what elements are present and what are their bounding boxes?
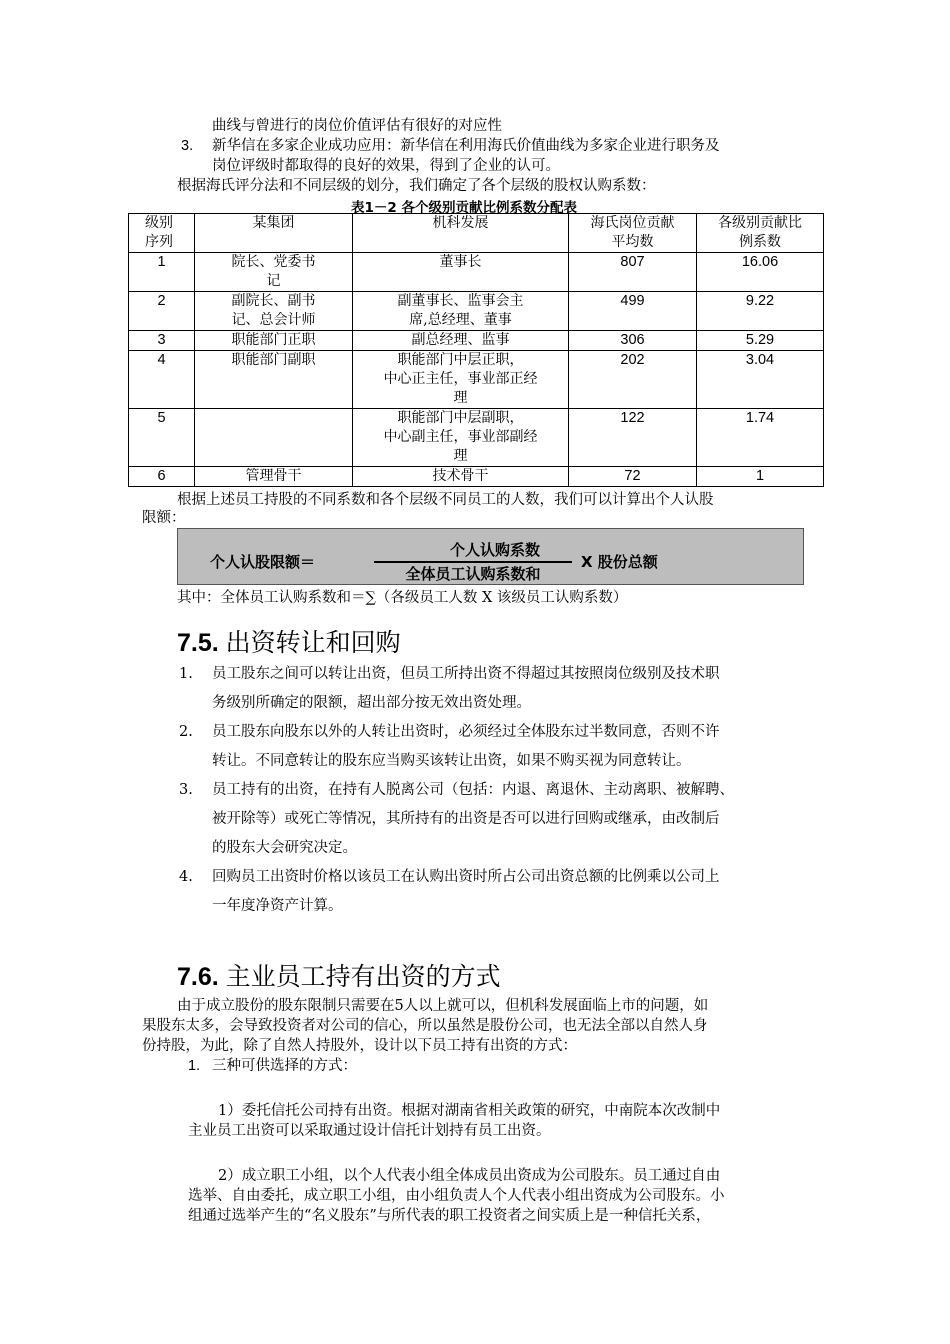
table-cell-level: 5 [129,409,195,467]
table-cell-level: 2 [129,292,195,331]
s76-sub2-line-1: 2）成立职工小组，以个人代表小组全体成员出资成为公司股东。员工通过自由 [218,1168,721,1184]
s76-para-line-2: 果股东太多，会导致投资者对公司的信心，所以虽然是股份公司，也无法全部以自然人身 [142,1018,708,1034]
section-heading-7-6 [177,961,501,993]
s76-para-line-1: 由于成立股份的股东限制只需要在5人以上就可以，但机科发展面临上市的问题，如 [177,998,709,1014]
table-cell-coef: 16.06 [697,253,824,292]
table-cell-avg: 306 [569,331,697,351]
list-item-3-line-1: 员工持有的出资，在持有人脱离公司（包括：内退、离退休、主动离职、被解聘、 [212,782,734,798]
list-item-3-line-2: 被开除等）或死亡等情况，其所持有的出资是否可以进行回购或继承，由改制后 [212,811,720,827]
s76-para-line-3: 份持股，为此，除了自然人持股外，设计以下员工持有出资的方式： [142,1038,577,1054]
formula-lhs: 个人认股限额＝ [210,553,316,571]
list-number: 1. [188,1058,201,1074]
list-number: 4. [179,869,193,885]
list-number: 1. [179,666,193,682]
section-title: 主业员工持有出资的方式 [225,962,501,991]
s76-sub1-line-1: 1）委托信托公司持有出资。根据对湖南省相关政策的研究，中南院本次改制中 [218,1103,721,1119]
table-header-row [129,214,824,253]
after-table-line-2: 限额： [142,510,186,526]
list-item-1-line-2: 务级别所确定的限额，超出部分按无效出资处理。 [212,695,531,711]
table-caption: 表1－2 各个级别贡献比例系数分配表 [351,200,577,216]
list-number: 3. [179,782,193,798]
list-number-3: 3. [181,138,194,154]
table-cell-group [195,409,353,467]
s76-sub1-line-2: 主业员工出资可以采取通过设计信托计划持有员工出资。 [188,1123,551,1139]
table-cell-group: 管理骨干 [195,467,353,487]
intro-line-1: 曲线与曾进行的岗位价值评估有很好的对应性 [212,118,502,134]
section-heading-7-5 [177,627,401,659]
s76-sub2-line-3: 组通过选举产生的“名义股东”与所代表的职工投资者之间实质上是一种信托关系， [188,1208,711,1224]
section-number: 7.5. [177,629,219,657]
table-cell-level: 1 [129,253,195,292]
table-cell-avg: 122 [569,409,697,467]
list-item-4-line-1: 回购员工出资时价格以该员工在认购出资时所占公司出资总额的比例乘以公司上 [212,869,720,885]
s76-sub2-line-2: 选举、自由委托，成立职工小组，由小组负责人个人代表小组出资成为公司股东。小 [188,1188,725,1204]
list-number: 2. [179,724,193,740]
table-header-cell: 级别 序列 [129,214,195,253]
table-cell-group: 院长、党委书 记 [195,253,353,292]
table-cell-avg: 499 [569,292,697,331]
table-cell-company: 董事长 [353,253,569,292]
formula-numerator: 个人认购系数 [449,541,540,559]
list-item-4-line-2: 一年度净资产计算。 [212,898,343,914]
table-cell-company: 副总经理、监事 [353,331,569,351]
table-cell-coef: 1 [697,467,824,487]
table-row [129,331,824,351]
table-cell-level: 6 [129,467,195,487]
s76-item-1: 三种可供选择的方式： [212,1058,357,1074]
table-cell-avg: 202 [569,351,697,409]
formula-note: 其中：全体员工认购系数和＝∑（各级员工人数 X 该级员工认购系数） [177,590,628,606]
table-cell-level: 3 [129,331,195,351]
table-cell-avg: 72 [569,467,697,487]
table-cell-company: 副董事长、监事会主 席,总经理、董事 [353,292,569,331]
intro-item3-line-2: 岗位评级时都取得的良好的效果，得到了企业的认可。 [212,158,560,174]
formula-box [177,528,804,585]
table-cell-coef: 5.29 [697,331,824,351]
intro-item3-line-1: 新华信在多家企业成功应用：新华信在利用海氏价值曲线为多家企业进行职务及 [212,138,720,154]
table-cell-company: 职能部门中层正职， 中心正主任，事业部正经 理 [353,351,569,409]
table-row [129,467,824,487]
table-cell-coef: 1.74 [697,409,824,467]
list-item-2-line-1: 员工股东向股东以外的人转让出资时，必须经过全体股东过半数同意，否则不许 [212,724,720,740]
after-table-line-1: 根据上述员工持股的不同系数和各个层级不同员工的人数，我们可以计算出个人认股 [177,492,714,508]
table-cell-group: 职能部门正职 [195,331,353,351]
section-title: 出资转让和回购 [225,628,401,657]
table-header-cell: 海氏岗位贡献 平均数 [569,214,697,253]
table-row [129,253,824,292]
list-item-3-line-3: 的股东大会研究决定。 [212,840,357,856]
table-row [129,292,824,331]
table-cell-level: 4 [129,351,195,409]
table-cell-company: 职能部门中层副职， 中心副主任，事业部副经 理 [353,409,569,467]
formula-rhs: X 股份总额 [581,553,658,571]
table-cell-company: 技术骨干 [353,467,569,487]
section-number: 7.6. [177,963,219,991]
table-cell-coef: 3.04 [697,351,824,409]
list-item-1-line-1: 员工股东之间可以转让出资，但员工所持出资不得超过其按照岗位级别及技术职 [212,666,720,682]
table-row [129,351,824,409]
table-header-cell: 各级别贡献比 例系数 [697,214,824,253]
table-cell-group: 副院长、副书 记、总会计师 [195,292,353,331]
table-cell-coef: 9.22 [697,292,824,331]
table-row [129,409,824,467]
table-header-cell: 某集团 [195,214,353,253]
formula-denominator: 全体员工认购系数和 [405,565,541,583]
intro-line-4: 根据海氏评分法和不同层级的划分，我们确定了各个层级的股权认购系数： [177,178,656,194]
table-cell-group: 职能部门副职 [195,351,353,409]
list-item-2-line-2: 转让。不同意转让的股东应当购买该转让出资，如果不购买视为同意转让。 [212,753,691,769]
table-cell-avg: 807 [569,253,697,292]
table-header-cell: 机科发展 [353,214,569,253]
contribution-table [128,213,824,487]
